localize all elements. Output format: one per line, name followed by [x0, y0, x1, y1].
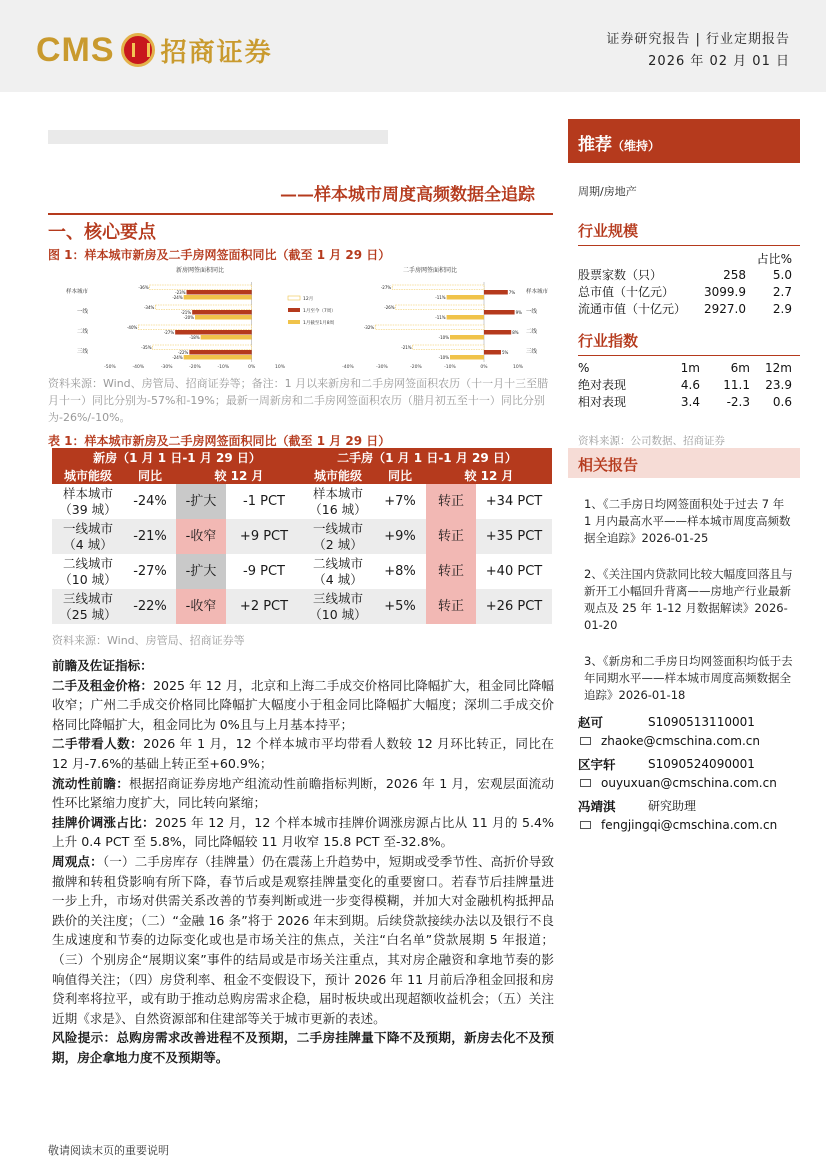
- para-heading: 二手带看人数：: [52, 736, 144, 752]
- related-report-link[interactable]: 2、《关注国内贷款同比较大幅度回落且与新开工小幅回升背离——房地产行业最新观点及 25 年 1-12 月数据解读》2026-01-20: [584, 567, 793, 632]
- scale-key: 流通市值（十亿元）: [578, 302, 687, 316]
- pct-change: +35 PCT: [476, 519, 552, 554]
- data-label: -27%: [163, 329, 175, 335]
- data-label: -22%: [177, 349, 189, 355]
- trend-tag: -收窄: [176, 519, 226, 554]
- logo-cms-text: CMS: [36, 30, 115, 69]
- table-row: [52, 554, 552, 589]
- trend-tag: -扩大: [176, 484, 226, 519]
- yoy-value: +8%: [384, 563, 416, 579]
- risk-warning: 风险提示：总购房需求改善进程不及预期，二手房挂牌量下降不及预期，新房去化不及预期，房企拿地力度不及预期等。: [52, 1030, 554, 1065]
- section-heading: 一、核心要点: [48, 222, 156, 243]
- tick-label: -10%: [444, 365, 456, 370]
- data-label: -35%: [141, 344, 152, 350]
- category-label: 样本城市: [526, 289, 549, 295]
- data-label: 5%: [502, 349, 509, 355]
- chart-panel-title: 二手房网签面积同比: [402, 267, 458, 274]
- analyst: [578, 754, 800, 792]
- index-section: [578, 330, 800, 448]
- scale-row: [578, 301, 800, 318]
- index-cell: 4.6: [680, 378, 700, 392]
- bar: [201, 335, 252, 340]
- company-logo: [36, 28, 273, 72]
- city-name: 二线城市: [62, 555, 113, 571]
- data-label: -18%: [189, 334, 200, 340]
- table-group-second: 二手房（1 月 1 日-1 月 29 日）: [302, 448, 552, 466]
- related-header: [568, 448, 800, 478]
- tick-label: -40%: [342, 365, 354, 370]
- table-row: [52, 519, 552, 554]
- category-label: 二线: [76, 329, 88, 335]
- para-text: 2026 年 1 月，12 个样本城市平均带看人数较 12 月环比转正，同比在 12 月-7.6%的基础上转正至+60.9%；: [52, 736, 555, 771]
- yoy-value: -21%: [124, 519, 176, 554]
- index-cell: 11.1: [723, 378, 750, 392]
- pct-change: -9 PCT: [243, 563, 285, 579]
- col-city: 城市能级: [52, 466, 124, 484]
- col-yoy: 同比: [374, 466, 426, 484]
- pct-change: +9 PCT: [226, 519, 302, 554]
- bar: [189, 350, 251, 355]
- scale-key: 股票家数（只）: [578, 268, 663, 282]
- related-title: 相关报告: [578, 456, 639, 474]
- tick-label: -30%: [160, 365, 173, 370]
- scale-value: 258: [723, 268, 746, 282]
- bar: [450, 335, 484, 340]
- scale-rows: [578, 267, 800, 318]
- bar: [447, 315, 484, 320]
- para-heading: 周观点：: [52, 853, 103, 869]
- city-name: 一线城市: [312, 520, 363, 536]
- trend-tag: -扩大: [176, 554, 226, 589]
- data-label: -34%: [143, 304, 155, 310]
- city-count: （16 城）: [309, 501, 367, 517]
- bar: [184, 355, 252, 360]
- tick-label: -30%: [376, 365, 388, 370]
- report-subtitle: ——样本城市周度高频数据全追踪: [280, 185, 535, 205]
- data-label: -24%: [172, 354, 183, 360]
- city-count: （25 城）: [59, 606, 117, 622]
- bar: [413, 345, 484, 350]
- data-label: -10%: [438, 354, 449, 360]
- data-table: [52, 448, 552, 624]
- tick-label: 0%: [480, 365, 488, 370]
- tick-label: -40%: [132, 365, 145, 370]
- logo-cn-text: 招商证券: [160, 37, 273, 68]
- body-text: [52, 656, 554, 1067]
- bar: [484, 310, 515, 315]
- index-divider: [578, 355, 800, 356]
- scale-title: 行业规模: [578, 222, 639, 240]
- analyst-name: 赵可: [578, 714, 604, 730]
- index-source: 资料来源：公司数据、招商证券: [578, 435, 725, 447]
- data-label: 7%: [508, 289, 516, 295]
- related-report-link[interactable]: 1、《二手房日均网签面积处于过去 7 年 1 月内最高水平——样本城市周度高频数据全追踪》2026-01-25: [584, 497, 791, 545]
- bar: [184, 295, 252, 300]
- analyst: [578, 712, 800, 750]
- index-rows: [578, 360, 800, 411]
- city-count: （39 城）: [59, 501, 117, 517]
- analyst-email[interactable]: fengjingqi@cmschina.com.cn: [601, 817, 778, 832]
- category-label: 样本城市: [65, 289, 88, 295]
- city-name: 三线城市: [312, 590, 363, 606]
- analyst-list: [578, 712, 800, 838]
- faded-title: [48, 130, 388, 144]
- analyst: [578, 796, 800, 834]
- data-label: -21%: [180, 309, 192, 315]
- figure-title: 图 1：样本城市新房及二手房网签面积同比（截至 1 月 29 日）: [48, 248, 391, 262]
- data-label: -40%: [126, 324, 138, 330]
- report-date: 2026 年 02 月 01 日: [648, 54, 790, 69]
- footer-note: 敬请阅读末页的重要说明: [48, 1144, 169, 1157]
- bar: [392, 285, 484, 290]
- trend-tag: 转正: [426, 484, 476, 519]
- index-cell: 0.6: [772, 395, 792, 409]
- table-row: [52, 589, 552, 624]
- data-label: -26%: [384, 304, 395, 310]
- report-type: 证券研究报告 | 行业定期报告: [606, 32, 790, 47]
- yoy-value: -24%: [133, 493, 167, 509]
- index-cell: 1m: [680, 361, 700, 375]
- bar: [175, 330, 252, 335]
- city-count: （4 城）: [313, 571, 363, 587]
- related-report-link[interactable]: 3、《新房和二手房日均网签面积均低于去年同期水平——样本城市周度高频数据全追踪》2026-01-18: [584, 654, 793, 702]
- rating-note: （维持）: [612, 139, 661, 153]
- bar: [150, 285, 252, 290]
- col-city: 城市能级: [302, 466, 374, 484]
- category-label: 三线: [76, 349, 88, 355]
- tick-label: -50%: [104, 365, 116, 370]
- col-vs: 较 12 月: [176, 466, 302, 484]
- tick-label: -20%: [410, 365, 422, 370]
- index-cell: 绝对表现: [578, 378, 627, 392]
- city-count: （10 城）: [309, 606, 367, 622]
- trend-tag: 转正: [426, 519, 476, 554]
- yoy-value: +7%: [384, 493, 416, 509]
- category-label: 三线: [526, 349, 538, 355]
- scale-pct: 2.9: [772, 302, 792, 316]
- bar: [138, 325, 251, 330]
- pct-change: +26 PCT: [476, 589, 552, 624]
- legend-label: 1月截至1月8周: [303, 321, 335, 326]
- category-label: 二线: [526, 329, 538, 335]
- para-text: 2025 年 12 月，北京和上海二手成交价格同比降幅扩大，租金同比降幅收窄；广州二手成交价格同比降幅扩大幅度小于租金同比降幅扩大幅度；深圳二手成交价格同比降幅扩大，租金同比为 0%且与上月基本持平；: [52, 677, 554, 732]
- bar: [187, 290, 252, 295]
- trend-tag: -收窄: [176, 589, 226, 624]
- analyst-id: S1090513110001: [648, 714, 755, 729]
- scale-section: [578, 220, 800, 318]
- rating-label: 推荐: [578, 135, 612, 155]
- related-list: [584, 496, 794, 723]
- index-header: [578, 360, 800, 377]
- index-row: [578, 377, 800, 394]
- bar: [153, 345, 252, 350]
- indicator-heading: 前瞻及佐证指标：: [52, 658, 153, 673]
- index-row: [578, 394, 800, 411]
- bar: [155, 305, 251, 310]
- data-label: -32%: [363, 324, 375, 330]
- bar: [484, 350, 501, 355]
- scale-key: 总市值（十亿元）: [578, 285, 675, 299]
- category-label: 一线: [526, 309, 538, 315]
- index-cell: 相对表现: [578, 395, 627, 409]
- data-label: -20%: [183, 314, 194, 320]
- mail-icon: [580, 821, 591, 829]
- analyst-email[interactable]: zhaoke@cmschina.com.cn: [601, 733, 760, 748]
- pct-change: -1 PCT: [243, 493, 285, 509]
- figure-note: 资料来源：Wind、房管局、招商证券等；备注：1 月以来新房和二手房网签面积农历（十一月十三至腊月十一）同比分别为-57%和-19%；最新一周新房和二手房网签面积农历（腊月初五至十一）同比分别为-26%/-10%。: [48, 377, 549, 424]
- city-count: （10 城）: [59, 571, 117, 587]
- logo-emblem-icon: [121, 33, 155, 67]
- yoy-value: +9%: [374, 519, 426, 554]
- pct-change: +34 PCT: [485, 493, 543, 509]
- trend-tag: 转正: [426, 589, 476, 624]
- data-label: -11%: [435, 294, 446, 300]
- bar: [450, 355, 484, 360]
- mail-icon: [580, 737, 591, 745]
- bar: [484, 330, 511, 335]
- bar: [396, 305, 484, 310]
- index-cell: -2.3: [726, 395, 750, 409]
- index-cell: 23.9: [765, 378, 792, 392]
- city-count: （4 城）: [63, 536, 113, 552]
- scale-pct: 5.0: [772, 268, 792, 282]
- index-cell: %: [578, 361, 590, 375]
- yoy-value: +5%: [374, 589, 426, 624]
- table-title: 表 1：样本城市新房及二手房网签面积同比（截至 1 月 29 日）: [48, 434, 391, 448]
- data-label: 9%: [515, 309, 522, 315]
- yoy-value: -22%: [124, 589, 176, 624]
- tick-label: 0%: [248, 365, 256, 370]
- index-cell: 3.4: [680, 395, 700, 409]
- legend-swatch: [288, 320, 300, 324]
- bar: [192, 310, 252, 315]
- table-group-new: 新房（1 月 1 日-1 月 29 日）: [52, 448, 302, 466]
- tick-label: -10%: [217, 365, 230, 370]
- pct-change: +2 PCT: [226, 589, 302, 624]
- scale-header: 占比%: [756, 252, 792, 266]
- category-label: 一线: [76, 309, 88, 315]
- city-name: 一线城市: [62, 520, 113, 536]
- col-vs: 较 12 月: [426, 466, 552, 484]
- para-heading: 二手及租金价格：: [52, 677, 153, 693]
- bar: [447, 295, 484, 300]
- scale-pct: 2.7: [772, 285, 792, 299]
- title-divider: [48, 213, 553, 215]
- data-label: -27%: [380, 284, 392, 290]
- analyst-id: S1090524090001: [648, 756, 755, 771]
- data-label: 8%: [512, 329, 519, 335]
- bar: [484, 290, 508, 295]
- legend-label: 12月: [303, 297, 314, 302]
- city-name: 样本城市: [312, 485, 363, 501]
- data-label: -24%: [172, 294, 183, 300]
- para-text: 根据招商证券房地产组流动性前瞻指标判断，2026 年 1 月，宏观层面流动性环比紧缩力度扩大，同比转向紧缩；: [52, 775, 554, 811]
- legend-swatch: [288, 296, 300, 300]
- tick-label: -20%: [189, 365, 201, 370]
- para-heading: 流动性前瞻：: [52, 775, 130, 791]
- yoy-value: -27%: [133, 563, 167, 579]
- data-label: -21%: [401, 344, 412, 350]
- index-cell: 6m: [730, 361, 750, 375]
- data-label: -10%: [438, 334, 449, 340]
- analyst-name: 冯靖淇: [578, 798, 616, 814]
- scale-row: [578, 284, 800, 301]
- pct-change: +40 PCT: [485, 563, 543, 579]
- data-label: -23%: [175, 289, 186, 295]
- tick-label: 10%: [274, 365, 286, 370]
- mail-icon: [580, 779, 591, 787]
- index-cell: 12m: [765, 361, 792, 375]
- para-heading: 挂牌价调涨占比：: [52, 814, 155, 830]
- table-source: 资料来源：Wind、房管局、招商证券等: [52, 634, 245, 647]
- figure1-chart: [48, 264, 553, 370]
- rating-box: [568, 119, 800, 163]
- data-label: -11%: [435, 314, 446, 320]
- table-row: [52, 484, 552, 519]
- city-count: （2 城）: [313, 536, 363, 552]
- city-name: 样本城市: [62, 485, 113, 501]
- analyst-id: 研究助理: [648, 799, 697, 813]
- tick-label: 10%: [512, 365, 524, 370]
- analyst-name: 区宇轩: [578, 756, 616, 772]
- data-label: -36%: [138, 284, 149, 290]
- trend-tag: 转正: [426, 554, 476, 589]
- scale-value: 3099.9: [704, 285, 746, 299]
- bar: [195, 315, 252, 320]
- col-yoy: 同比: [124, 466, 176, 484]
- chart-panel-title: 新房网签面积同比: [175, 267, 225, 274]
- legend-label: 1月至今（7周）: [303, 309, 336, 314]
- industry-label: 周期/房地产: [578, 185, 637, 198]
- city-name: 三线城市: [62, 590, 113, 606]
- scale-value: 2927.0: [704, 302, 746, 316]
- scale-row: [578, 267, 800, 284]
- bar: [375, 325, 484, 330]
- scale-divider: [578, 245, 800, 246]
- para-text: 2025 年 12 月，12 个样本城市挂牌价调涨房源占比从 11 月的 5.4%上升 0.4 PCT 至 5.8%，同比降幅较 11 月收窄 15.8 PCT 至-32.8%。: [52, 814, 554, 850]
- analyst-email[interactable]: ouyuxuan@cmschina.com.cn: [601, 775, 777, 790]
- legend-swatch: [288, 308, 300, 312]
- index-title: 行业指数: [578, 332, 639, 350]
- city-name: 二线城市: [312, 555, 363, 571]
- para-text: （一）二手房库存（挂牌量）仍在震荡上升趋势中，短期或受季节性、高折价导致撤牌和转租贷影响有所下降，春节后或是观察挂牌量变化的重要窗口。若春节后挂牌量进一步上升，市场对供需关系改善的节奏判断或进一步变得模糊，并加大对金融机构抵押品跌价的关注度；（二）“金融 16 条”将于 2026 年末到期。后续贷款接续办法以及银行不良生成速度和节奏的边际变化或也是市场关注的焦点，关注“白名单”贷款展期 5 年报道；（三）个别房企“展期议案”事件的结局或是市场关注重点，其对房企融资和拿地节奏的影响值得关注；（四）房贷利率、租金不变假设下，预计 2026 年 11 月前后净租金回报和房贷利率将拉平，或有助于推动总购房需求企稳，届时板块或出现超额收益机会；（五）关注近期《求是》、自然资源部和住建部等关于城市更新的表述。: [52, 853, 554, 1026]
